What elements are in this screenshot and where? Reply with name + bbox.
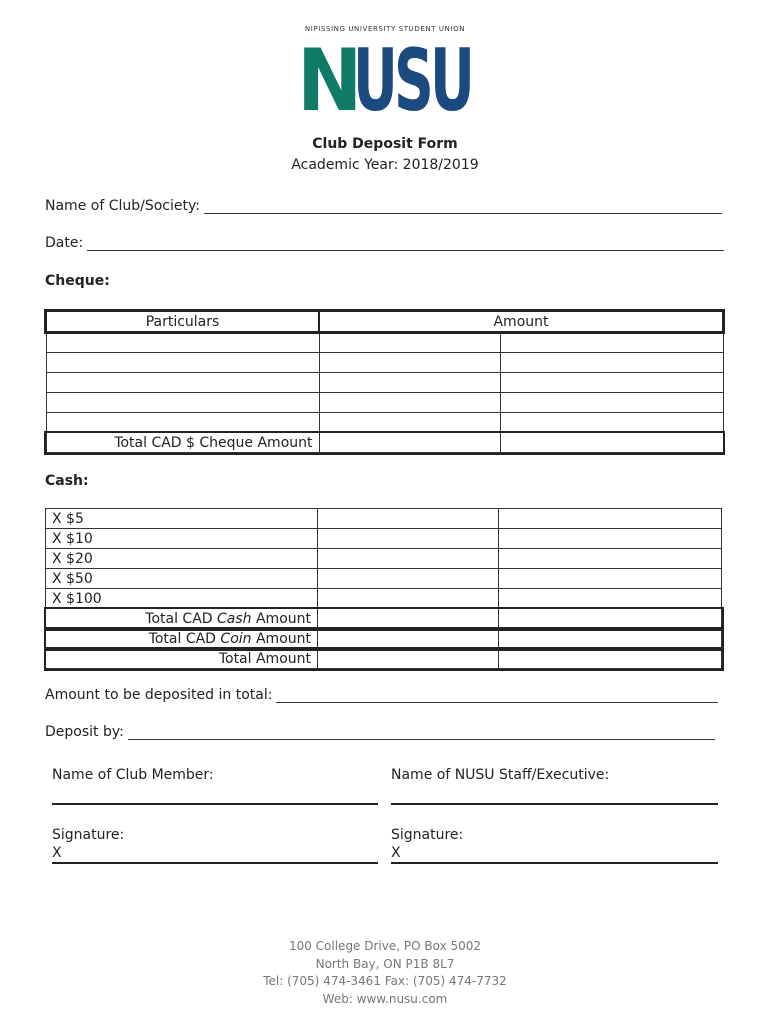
club-member-signature (52, 826, 124, 862)
svg-text:USU: USU (353, 31, 471, 131)
total-cash-label: Total CAD Cash Amount (46, 609, 318, 629)
date-line[interactable] (87, 236, 724, 251)
signature-x: X (391, 845, 401, 861)
table-row[interactable] (46, 509, 722, 529)
table-row[interactable] (46, 549, 722, 569)
signature-label: Signature: (52, 827, 125, 843)
amount-header: Amount (319, 311, 723, 332)
academic-year: Academic Year: 2018/2019 (291, 157, 479, 173)
cash-row-5: X $5 (46, 509, 318, 529)
cheque-total-row[interactable] (46, 433, 723, 453)
footer-web: Web: www.nusu.com (322, 991, 448, 1006)
staff-signature-line[interactable] (391, 862, 718, 864)
signature-label: Signature: (391, 827, 464, 843)
staff-name-line[interactable] (391, 803, 718, 805)
footer-street: 100 College Drive, PO Box 5002 (288, 939, 482, 953)
cash-table (45, 508, 722, 669)
date-label: Date: (45, 235, 84, 251)
total-coin-row[interactable] (46, 629, 722, 649)
cash-row-20: X $20 (46, 549, 318, 569)
form-title: Club Deposit Form (312, 136, 458, 152)
staff-name-label: Name of NUSU Staff/Executive: (391, 767, 610, 783)
deposit-by-field[interactable] (45, 724, 715, 740)
club-name-field[interactable] (45, 198, 722, 214)
cash-row-50: X $50 (46, 569, 318, 589)
total-amount-label: Total Amount (46, 649, 318, 669)
cheque-header-row (46, 311, 723, 332)
footer-address (0, 938, 770, 1008)
cheque-heading: Cheque: (45, 273, 110, 289)
deposit-by-label: Deposit by: (45, 724, 124, 740)
date-field[interactable] (45, 235, 724, 251)
deposit-total-field[interactable] (45, 687, 718, 703)
particulars-header: Particulars (46, 311, 319, 332)
club-name-label: Name of Club/Society: (45, 198, 200, 214)
table-row[interactable] (46, 332, 723, 353)
club-name-line[interactable] (204, 199, 722, 214)
cheque-total-label: Total CAD $ Cheque Amount (46, 433, 319, 453)
signature-x: X (52, 845, 62, 861)
table-row[interactable] (46, 589, 722, 609)
total-cash-row[interactable] (46, 609, 722, 629)
table-row[interactable] (46, 393, 723, 413)
table-row[interactable] (46, 353, 723, 373)
staff-signature (391, 826, 463, 862)
deposit-total-label: Amount to be deposited in total: (45, 687, 273, 703)
cash-row-10: X $10 (46, 529, 318, 549)
cash-heading: Cash: (45, 473, 89, 489)
club-member-signature-line[interactable] (52, 862, 378, 864)
cash-row-100: X $100 (46, 589, 318, 609)
club-member-name-line[interactable] (52, 803, 378, 805)
table-row[interactable] (46, 569, 722, 589)
table-row[interactable] (46, 373, 723, 393)
deposit-by-line[interactable] (128, 725, 715, 740)
logo-tagline: NIPISSING UNIVERSITY STUDENT UNION (304, 25, 466, 33)
nusu-logo (295, 22, 475, 131)
svg-text:N: N (297, 31, 357, 131)
club-member-name-label: Name of Club Member: (52, 767, 214, 783)
footer-city: North Bay, ON P1B 8L7 (315, 956, 455, 971)
footer-phone: Tel: (705) 474-3461 Fax: (705) 474-7732 (263, 974, 507, 988)
table-row[interactable] (46, 413, 723, 433)
deposit-total-line[interactable] (276, 688, 718, 703)
total-amount-row[interactable] (46, 649, 722, 669)
cheque-table (45, 310, 724, 453)
table-row[interactable] (46, 529, 722, 549)
total-coin-label: Total CAD Coin Amount (46, 629, 318, 649)
